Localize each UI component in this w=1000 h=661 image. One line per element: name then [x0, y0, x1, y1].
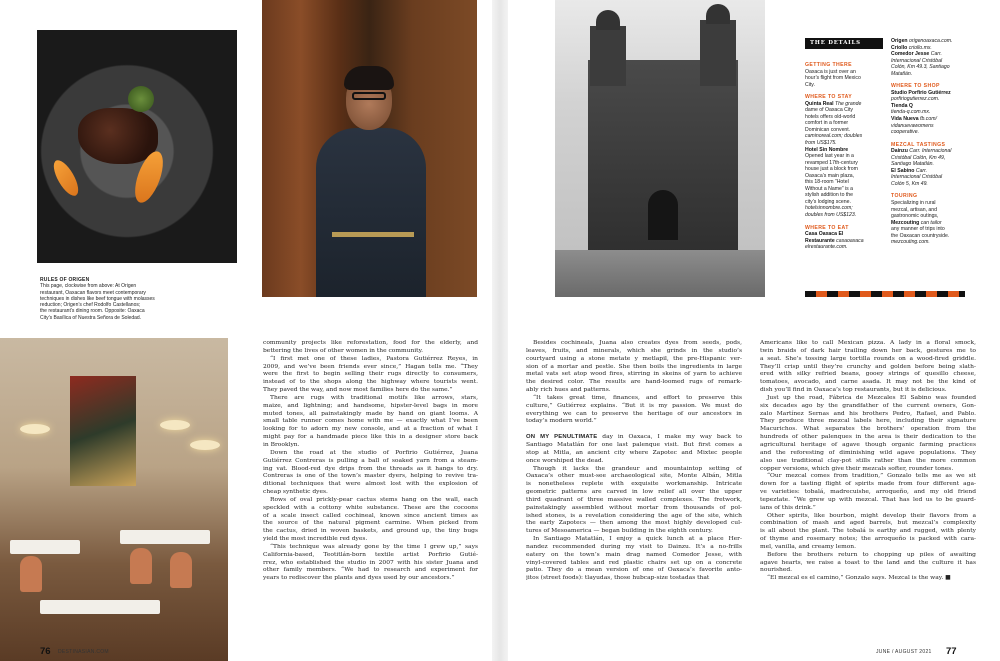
article-line: They’ll crisp until they’re crunchy and golden before being slath- — [760, 362, 976, 370]
details-entry-info: Cristóbal Colón, Km 49, — [891, 154, 946, 161]
article-line: down for a tasting flight of spirits made from four different aga- — [760, 480, 976, 488]
details-text: city’s lodging scene. — [805, 198, 851, 205]
article-column-2 — [526, 339, 742, 582]
site-name: DESTINASIAN.COM — [58, 649, 109, 655]
article-line: is nonetheless replete with exquisite workmanship. Intricate — [526, 480, 742, 488]
article-line: the desired color. The results are hand-loomed rugs of remark- — [526, 378, 742, 386]
chef-photo-figure — [316, 128, 426, 297]
chef-photo-apron-strap — [332, 232, 414, 237]
dining-room-photo-table — [120, 530, 210, 544]
article-line: Americans like to call Mexican pizza. A lady in a floral smock, — [760, 339, 976, 346]
details-text: Specializing in rural — [891, 200, 936, 207]
article-line: years to rediscover the plants and dyes used by our ancestors.” — [263, 574, 455, 582]
article-line: “El mezcal es el camino,” Gonzalo says. Mezcal is the way. ■ — [767, 574, 951, 582]
article-line: ditional techniques that were almost lost with the explosion of — [263, 480, 478, 488]
article-line: Macurichos. What separates the brothers’ operation from the — [760, 425, 976, 433]
article-line: metal vats set atop wood fires, stirring in skeins of yarn to achieve — [526, 370, 742, 378]
details-entry-info: Colón, Km 49.3, Santiago — [891, 64, 950, 71]
details-sidebar — [805, 38, 965, 296]
details-section-heading: WHERE TO SHOP — [891, 83, 940, 90]
details-entry-info: porfiriogutierrez.com. — [891, 96, 940, 103]
dining-room-photo-lamp — [160, 420, 190, 430]
article-line: geometric patterns are carved in low relief all over the upper — [526, 488, 742, 496]
details-text: Without a Name” is a — [805, 185, 853, 192]
details-entry-info: Matatlán. — [891, 70, 913, 77]
article-line: instead of to the shops along the highway where tourists went. — [263, 378, 478, 386]
article-line: There are rugs with traditional motifs like arrows, stars, — [270, 393, 478, 401]
article-line: ve varieties: tobalá, madrecuishe, arroqueño, and my old friend — [760, 488, 976, 496]
article-line: twin braids of dark hair trailing down her back, gestures me to — [760, 346, 976, 354]
article-line: ians of this drink.” — [760, 503, 816, 511]
details-text: hotels offers old-world — [805, 113, 856, 120]
details-stripe — [805, 291, 965, 297]
details-column-right — [891, 38, 965, 246]
article-line: everything we can to preserve the heritage of our ancestors in — [526, 409, 742, 417]
article-line: Gutiérrez Contreras is pulling a ball of soaked yarn from a steam- — [263, 456, 478, 464]
details-entry-name: Quinta Real — [805, 100, 834, 107]
details-entry-info: elrestaurante.com. — [805, 244, 848, 251]
article-line: once worshiped the dead. — [526, 456, 604, 464]
details-entry-info: Carr. — [929, 51, 942, 58]
article-line: a seat. She’s tossing large tortilla rounds on a wood-fired griddle. — [760, 354, 976, 362]
article-line — [526, 425, 742, 433]
article-line: also use traditional clay-pot stills rather than the more common — [760, 456, 976, 464]
article-line: of a scale insect called cochineal, known since ancient times as — [263, 511, 478, 519]
article-line: copper versions, which give their mezcals softer, rounder tones. — [760, 464, 954, 472]
article-line: patio. They do a mean version of one of Oaxaca’s favorite anto- — [526, 566, 742, 574]
details-entry-info: mezcouting.com. — [891, 239, 930, 246]
article-line: speckled with a cottony white substance. These are the cocoons — [263, 503, 478, 511]
article-line: maize, and lightning; and handsome, hipster-level bags in more — [263, 401, 478, 409]
basilica-photo-tower — [700, 20, 736, 86]
article-line: tures of Mesoamerica — began building in the eighth century. — [526, 527, 713, 535]
article-line: Oaxaca’s other must-see archaeological site, Monte Albán, Mitla — [526, 472, 742, 480]
page-number-right: 77 — [946, 646, 957, 657]
basilica-photo-dome — [706, 4, 730, 24]
details-header: THE DETAILS — [805, 38, 883, 49]
article-line: today’s modern world.” — [526, 417, 597, 425]
article-line: other family members. “We had to research and experiment for — [263, 566, 478, 574]
details-text: revamped 17th-century — [805, 159, 858, 166]
article-line: Besides cochineals, Juana also creates dyes from seeds, pods, — [533, 339, 742, 346]
article-line: eatery on the town’s main drag named Comedor Jesse, with — [526, 550, 742, 558]
details-entry-name: Criollo — [891, 44, 908, 51]
article-line: Rows of oval prickly-pear cactus stems hang on the wall, each — [270, 495, 478, 503]
chef-photo-hair — [344, 66, 394, 90]
basilica-photo-plaza — [555, 250, 765, 297]
details-entry-name: Tienda Q — [891, 102, 913, 109]
details-section-heading: GETTING THERE — [805, 62, 852, 68]
article-line: Just up the road, Fábrica de Mezcales El Sabino was founded — [767, 393, 976, 401]
basilica-photo-dome — [596, 10, 620, 30]
article-line: combination of mash and aged barrels, but mezcal’s complexity — [760, 519, 976, 527]
article-line: tepeztate. “We grew up with mezcal. That has led us to be guard- — [760, 495, 976, 503]
article-line: ered with silky refried beans, gooey strings of quesillo cheese, — [760, 370, 976, 378]
details-section-heading: WHERE TO STAY — [805, 94, 853, 101]
article-line: ON MY PENULTIMATE day in Oaxaca, I make my way back to — [526, 433, 742, 441]
details-text: gastronomic outings, — [891, 213, 939, 220]
article-line: third quadrant of three massive walled complexes. The fretwork, — [526, 495, 742, 503]
article-line: Other spirits, like bourbon, might develop their flavors from a — [767, 511, 976, 519]
article-line: culture,” Gutiérrez explains. “But it is my passion. We must do — [526, 401, 742, 409]
issue-date: JUNE / AUGUST 2021 — [876, 649, 932, 655]
details-entry-info: criollo.mx. — [907, 44, 932, 51]
details-entry-info: tienda-q.com.mx. — [891, 109, 931, 116]
article-line: ably rich hues and patterns. — [526, 386, 611, 394]
caption-line: City’s Basílica of Nuestra Señora de Soledad. — [40, 314, 142, 321]
page-number-left: 76 — [40, 646, 51, 657]
details-text: the Oaxacan countryside. — [891, 232, 950, 239]
details-entry-name: Dainzu — [891, 148, 908, 155]
article-line: sion of a mortar and pestle. She then boils the ingredients in large — [526, 362, 742, 370]
article-line: Santiago Matatlán for one last palenque visit. But first comes a — [526, 440, 742, 448]
details-text: stylish addition to the — [805, 192, 854, 199]
details-entry-info: casaoaxaca — [834, 237, 864, 244]
article-line: agricultural heritage of agave though organic farming practices — [760, 440, 976, 448]
details-entry-info: vidanuevawomens — [891, 122, 934, 129]
details-entry-name: El Sabino — [891, 167, 915, 174]
details-entry-info: Internacional Cristóbal — [891, 174, 943, 181]
details-text: mezcal, artisan, and — [891, 206, 938, 213]
article-line: nandez recommended during my visit to Dainzu. It’s a no-frills — [526, 542, 742, 550]
details-entry-info: from US$175. — [805, 140, 837, 147]
caption-line: restaurant, Oaxacan flavors meet contemporary — [40, 289, 146, 296]
article-column-3 — [760, 339, 976, 582]
details-entry-info: origenoaxaca.com. — [907, 38, 953, 44]
details-entry-info: The grande — [833, 100, 862, 107]
details-entry-info: Carr. — [914, 167, 928, 174]
article-line: the source of the natural pigment carmine. When picked from — [263, 519, 478, 527]
details-entry-name: Studio Porfirio Gutiérrez — [891, 89, 951, 96]
details-text: Oaxaca’s main plaza, — [805, 172, 855, 179]
details-text: any manner of trips into — [891, 226, 945, 233]
article-line: six decades ago by the grandfather of the current owners, Gon- — [760, 401, 976, 409]
article-line: leaves, fruits, and minerals, which she grinds in the studio’s — [526, 346, 742, 354]
details-entry-info: fb.com/ — [918, 116, 937, 123]
details-text: this 18-room “Hotel — [805, 179, 849, 186]
article-line: “It takes great time, finances, and effort to preserve this — [533, 393, 742, 401]
article-line: hundreds of other palenques in the area is their dedication to the — [760, 433, 976, 441]
dining-room-photo-chair — [130, 548, 152, 584]
article-line: painstakingly assembled without mortar from thousands of pol- — [526, 503, 742, 511]
caption-body — [40, 283, 180, 321]
article-line: jitos (street foods): tlayudas, those hubcap-size tostadas that — [526, 574, 710, 582]
chef-photo-glasses — [352, 92, 386, 100]
details-entry-name: Mezcouting — [891, 219, 920, 226]
article-line: ing vat. Blood-red dye drips from the threads as it hangs to dry. — [263, 464, 478, 472]
details-column-left — [805, 62, 879, 251]
article-line: “I first met one of these ladies, Pastora Gutiérrez Reyes, in — [270, 354, 478, 362]
dining-room-photo-table — [40, 600, 160, 614]
article-line: looking for to adorn my new console, and at a fraction of what I — [263, 425, 478, 433]
details-entry-info: Carr. Internacional — [907, 148, 952, 155]
article-line: They produce three mezcal labels here, including their signature — [760, 417, 976, 425]
details-entry-name: Restaurante — [805, 237, 835, 244]
article-line: bettering the lives of other women in the community. — [263, 346, 424, 354]
dining-room-photo-lamp — [20, 424, 50, 434]
article-line: Before the brothers return to chopping up piles of awaiting — [767, 550, 976, 558]
article-line: “Our mezcal comes from tradition,” Gonzalo tells me as we sit — [767, 472, 976, 480]
article-line: cheap synthetic dyes. — [263, 488, 328, 496]
article-line: in Brooklyn. — [263, 440, 300, 448]
article-line: agave hearts, we raise a toast to the land and the culture it has — [760, 558, 976, 566]
basilica-photo-tower — [590, 26, 626, 86]
article-line: of thyme and rosemary notes; the arroqueño is packed with cara- — [760, 535, 976, 543]
details-text: Opened last year in a — [805, 153, 854, 160]
food-photo-herb — [128, 86, 154, 112]
caption-line: reduction; Origen’s chef Rodolfo Castellanos; — [40, 302, 141, 309]
article-line: California-based, Teotitlán-born textile artist Porfirio Gutié- — [263, 550, 478, 558]
dining-room-photo-painting — [70, 376, 136, 486]
article-line: might pay for a handmade piece like this in a designer store back — [263, 433, 478, 441]
page-spine — [492, 0, 508, 661]
article-line: 2009, and we’ve been friends ever since,” Hagan tells me. “They — [263, 362, 478, 370]
details-entry-name: Comedor Jesse — [891, 51, 930, 58]
details-section-heading: TOURING — [891, 193, 918, 200]
details-entry-name: Hotel Sin Nombre — [805, 146, 849, 153]
details-entry-info: doubles from US$123. — [805, 212, 857, 219]
article-line: They paved the way, and now most families here do the same.” — [263, 386, 453, 394]
caption-line: This page, clockwise from above: At Origen — [40, 283, 137, 290]
details-text: house just a block from — [805, 166, 858, 173]
basilica-photo-door — [648, 190, 678, 240]
article-line: rrez, who established the studio in 2007 with his sister Juana and — [263, 558, 478, 566]
details-entry-info: Santiago Matatlán. — [891, 161, 934, 168]
caption-title: RULES OF ORIGEN — [40, 277, 90, 283]
article-line: ished stones, is a revelation considering the age of the site, which — [526, 511, 742, 519]
article-line: courtyard using a stone metate y metlapil, the pre-Hispanic ver- — [526, 354, 742, 362]
dining-room-photo-table — [10, 540, 80, 554]
details-text: Oaxaca is just over an — [805, 68, 856, 75]
caption-line: techniques in dishes like beef tongue with molasses — [40, 295, 155, 302]
dining-room-photo-chair — [170, 552, 192, 588]
details-entry-info: can tailor — [919, 219, 942, 226]
article-line: zalo Martínez Sernas and his brothers Pedro, Rafael, and Pablo. — [760, 409, 976, 417]
article-line: yield the most incredible red dyes. — [263, 535, 368, 543]
article-line: and the reforesting of diminishing wild agave populations. They — [760, 448, 976, 456]
details-entry-info: caminoreal.com; doubles — [805, 133, 863, 140]
article-line: nourished. — [760, 566, 793, 574]
details-entry-info: hotelsinnombre.com; — [805, 205, 853, 212]
details-entry-info: Internacional Cristóbal — [891, 57, 943, 64]
details-section-heading: WHERE TO EAT — [805, 224, 849, 231]
photo-caption — [40, 277, 180, 321]
article-line: is all about the plant. The tobalá is earthy and rugged, with plenty — [760, 527, 976, 535]
dining-room-photo-lamp — [190, 440, 220, 450]
article-line: vinyl-covered tables and red plastic chairs set up on a concrete — [526, 558, 742, 566]
details-text: Dominican convent. — [805, 126, 851, 133]
article-column-1 — [263, 339, 478, 582]
details-section-heading: MEZCAL TASTINGS — [891, 141, 946, 148]
article-line: were the first to begin selling their rugs directly to consumers, — [263, 370, 478, 378]
details-text: hour’s flight from Mexico — [805, 75, 861, 82]
caption-line: the restaurant’s dining room. Opposite: Oaxaca — [40, 308, 145, 315]
details-entry-name: Vida Nueva — [891, 116, 919, 123]
details-text: comfort in a former — [805, 120, 849, 127]
details-entry-info: Colón 5, Km 49. — [891, 180, 928, 187]
article-line: Though it lacks the grandeur and mountaintop setting of — [533, 464, 742, 472]
article-line: dish you’ll find in Oaxaca’s top restaurants, but it is delicious. — [760, 386, 947, 394]
details-entry-name: Casa Oaxaca El — [805, 231, 844, 238]
details-entry-name: Origen — [891, 38, 908, 44]
article-line: mel, vanilla, and creamy lemon. — [760, 542, 857, 550]
article-line: small table runner comes home with me — exactly what I’ve been — [263, 417, 478, 425]
article-line: community projects like reforestation, food for the elderly, and — [263, 339, 478, 346]
details-entry-info: cooperative. — [891, 129, 920, 136]
article-line: muted tones, all painstakingly made by hand on giant looms. A — [263, 409, 478, 417]
article-line: tomatoes, avocado, and carne asada. It may not be the kind of — [760, 378, 976, 386]
dining-room-photo-chair — [20, 556, 42, 592]
article-line: the cactus, dried in woven baskets, and ground up, the tiny bugs — [263, 527, 478, 535]
details-text: City. — [805, 81, 815, 88]
details-text: dame of Oaxaca City — [805, 107, 854, 114]
article-line: stop at Mitla, an ancient city where Zapotec and Mixtec people — [526, 448, 742, 456]
article-line: Contreras is one of the town’s master dyers, helping to revive tra- — [263, 472, 478, 480]
article-line: the early Zapotecs — then among the most highly developed cul- — [526, 519, 742, 527]
article-line: In Santiago Matatlán, I enjoy a quick lunch at a place Her- — [533, 535, 742, 543]
article-line: “This technique was already gone by the time I grew up,” says — [270, 542, 478, 550]
food-photo-meat — [78, 108, 158, 164]
article-line: Down the road at the studio of Porfirio Gutiérrez, Juana — [270, 448, 478, 456]
section-lead-in: ON MY PENULTIMATE — [526, 434, 598, 441]
